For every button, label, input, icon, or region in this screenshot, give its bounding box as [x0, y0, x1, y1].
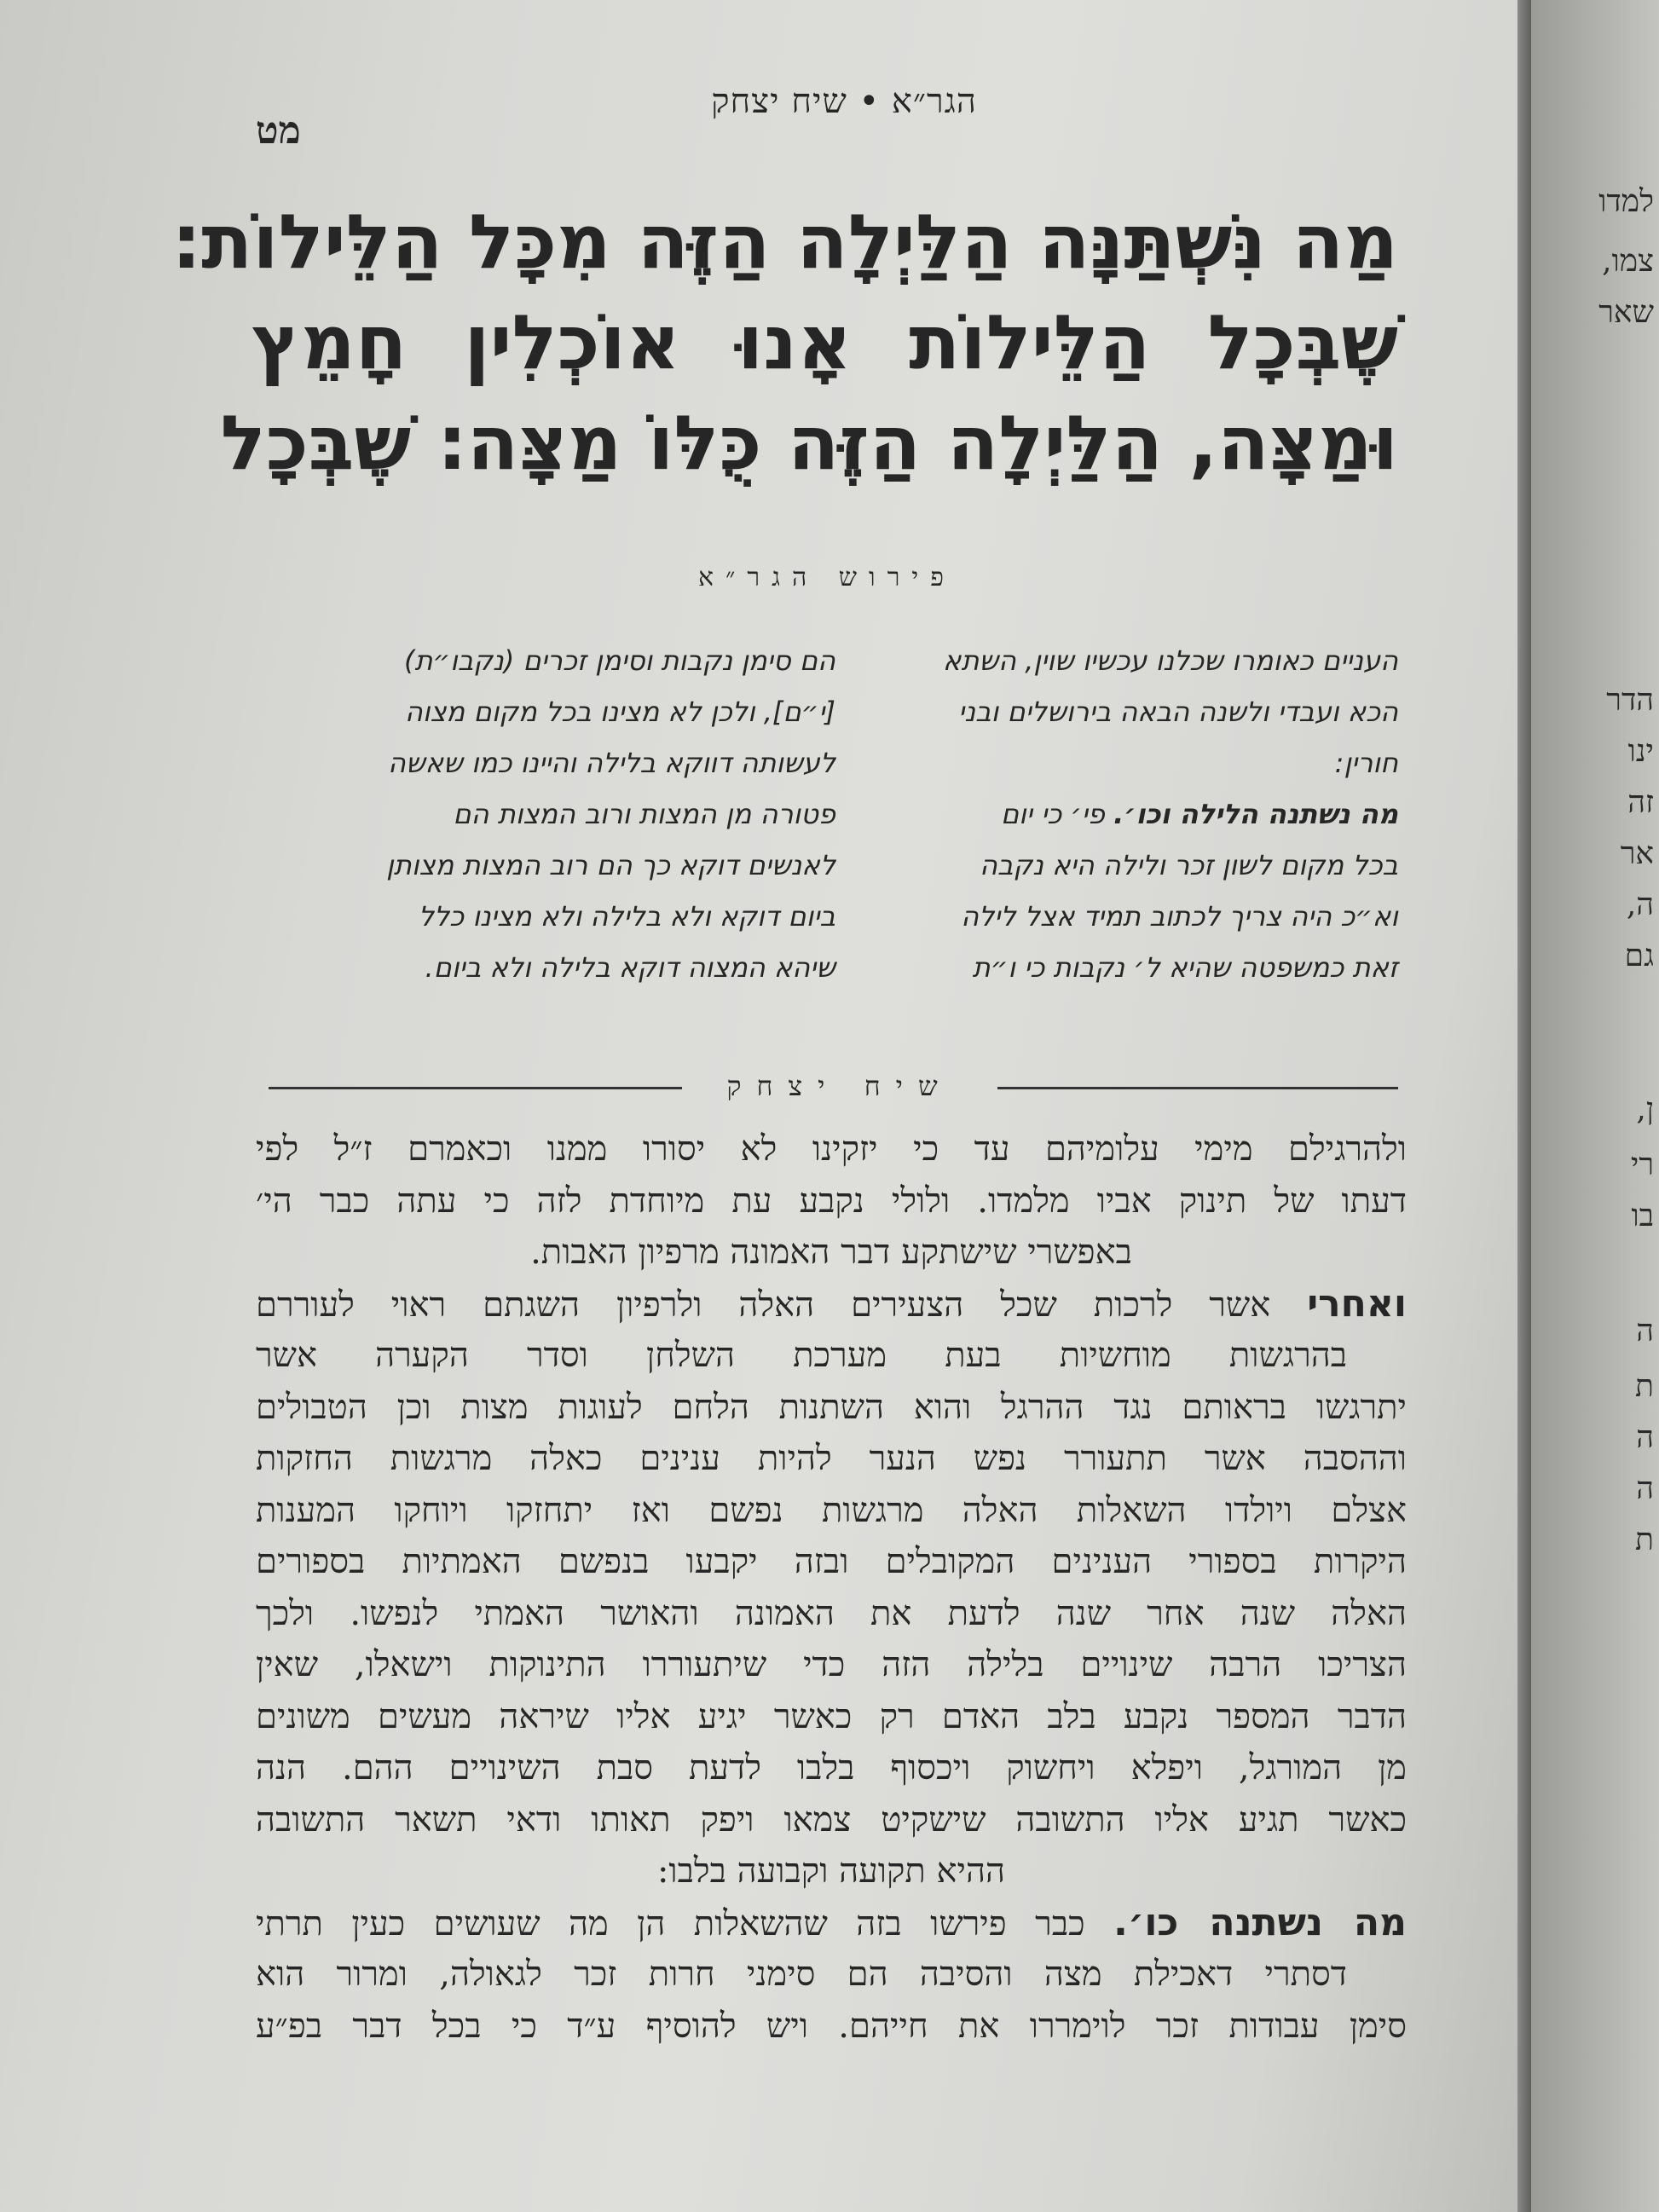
facing-text-fragment: למדו [1598, 184, 1654, 219]
section-divider [269, 1070, 1398, 1104]
commentary-line: פטורה מן המצות ורוב המצות הם [453, 798, 835, 830]
commentary-title: פירוש הגר״א [697, 563, 957, 592]
facing-text-fragment: ה, [1626, 887, 1654, 922]
running-head: הגר״א • שיח יצחק [711, 82, 977, 121]
commentary-line: וא״כ היה צריך לכתוב תמיד אצל לילה [961, 900, 1398, 933]
divider-rule [997, 1087, 1398, 1089]
haggadah-main-text [171, 192, 1398, 494]
facing-text-fragment: ת [1635, 1522, 1654, 1557]
facing-text-fragment: בו [1631, 1198, 1654, 1233]
book-gutter [1517, 0, 1531, 2212]
divider-rule [269, 1087, 682, 1089]
commentary-line: [י״ם], ולכן לא מצינו בכל מקום מצוה [404, 696, 835, 728]
commentary-line: בכל מקום לשון זכר ולילה היא נקבה [980, 849, 1398, 881]
facing-text-fragment: רי [1630, 1147, 1654, 1182]
body-line: אצלם ויולדו השאלות האלה מרגשות נפשם ואז יתחזקו ויוחקו המענות [256, 1490, 1407, 1530]
siach-yitzchak-text [256, 1123, 1407, 2052]
commentary-right-column [853, 635, 1398, 993]
body-line: הצריכו הרבה שינויים בלילה הזה כדי שיתעוררו התינוקות וישאלו, שאין [256, 1645, 1407, 1684]
commentary-left-column [256, 635, 835, 993]
commentary-line: לאנשים דוקא כך הם רוב המצות מצותן [386, 849, 835, 881]
facing-text-fragment: אר [1620, 836, 1654, 871]
body-line: ולהרגילם מימי עלומיהם עד כי יזקינו לא יסורו ממנו וכאמרם ז״ל לפי [256, 1129, 1407, 1169]
page-number: מט [256, 109, 301, 153]
body-line: האלה שנה אחר שנה לדעת את האמונה והאושר האמתי לנפשו. ולכך [256, 1593, 1407, 1633]
facing-text-fragment: זה [1627, 785, 1654, 820]
body-line: דעתו של תינוק אביו מלמדו. ולולי נקבע עת מיוחדת לזה כי עתה כבר הי׳ [256, 1181, 1407, 1221]
facing-text-fragment: ה [1636, 1314, 1654, 1349]
body-line: בהרגשות מוחשיות בעת מערכת השלחן וסדר הקערה אשר [256, 1336, 1347, 1375]
body-line: באפשרי שישתקע דבר האמונה מרפיון האבות. [530, 1233, 1132, 1272]
commentary-line: זאת כמשפטה שהיא ל׳ נקבות כי ו״ת [972, 951, 1398, 984]
facing-text-fragment: גם [1624, 939, 1654, 973]
commentary-line: שיהא המצוה דוקא בלילה ולא ביום. [425, 951, 835, 984]
facing-text-fragment: ה [1636, 1420, 1654, 1455]
body-line: ואחרי אשר לרכות שכל הצעירים האלה ולרפיון השגתם ראוי לעוררם [256, 1281, 1407, 1325]
facing-text-fragment: ה [1636, 1471, 1654, 1506]
body-line: יתרגשו בראותם נגד ההרגל והוא השתנות הלחם לעוגות מצות וכן הטבולים [256, 1387, 1407, 1427]
commentary-line: הכא ועבדי ולשנה הבאה בירושלים ובני [958, 696, 1398, 728]
body-line: הדבר המספר נקבע בלב האדם רק כאשר יגיע אליו שיראה מעשים משונים [256, 1696, 1407, 1736]
body-line: היקרות בספורי הענינים המקובלים ובזה יקבעו בנפשם האמתיות בספורים [256, 1542, 1407, 1581]
paragraph-lead: ואחרי [1307, 1281, 1407, 1325]
commentary-line: חורין: [1334, 747, 1398, 779]
paragraph-lead: מה נשתנה כו׳. [1113, 1900, 1407, 1944]
body-line: ההיא תקועה וקבועה בלבו: [656, 1851, 1006, 1891]
body-line: סימן עבודות זכר לוימררו את חייהם. ויש להוסיף ע״ד כי בכל דבר בפ״ע [256, 2006, 1407, 2046]
commentary-line: העניים כאומרו שכלנו עכשיו שוין, השתא [943, 644, 1398, 677]
facing-text-fragment: שאר [1598, 295, 1654, 330]
body-line: מן המורגל, ויפלא ויחשוק ויכסוף בלבו לדעת סבת השינויים ההם. הנה [256, 1748, 1407, 1788]
paragraph-lead: מה נשתנה הלילה וכו׳. [1113, 798, 1398, 830]
commentary-line: ביום דוקא ולא בלילה ולא מצינו כלל [418, 900, 835, 933]
body-line: כאשר תגיע אליו התשובה שישקיט צמאו ויפק תאותו ודאי תשאר התשובה [256, 1799, 1407, 1839]
haggadah-line: מַה נִּשְׁתַּנָּה הַלַּיְלָה הַזֶּה מִכָּל הַלֵּילוֹת: [171, 198, 1398, 286]
facing-text-fragment: הדר [1606, 683, 1654, 718]
commentary-line: מה נשתנה הלילה וכו׳. פי׳ כי יום [1000, 798, 1398, 830]
facing-text-fragment: ינו [1627, 734, 1654, 769]
haggadah-line: שֶׁבְּכָל הַלֵּילוֹת אָנוּ אוֹכְלִין חָמֵץ [251, 298, 1398, 386]
commentary-line: לעשותה דווקא בלילה והיינו כמו שאשה [388, 747, 835, 779]
facing-text-fragment: ת [1635, 1369, 1654, 1404]
body-line: מה נשתנה כו׳. כבר פירשו בזה שהשאלות הן מה שעושים כעין תרתי [256, 1900, 1407, 1944]
facing-text-fragment: צמו, [1602, 244, 1654, 279]
facing-page-edge [1531, 0, 1659, 2212]
commentary-line: הם סימן נקבות וסימן זכרים (נקבו״ת) [403, 644, 835, 677]
divider-label: שיח יצחק [726, 1070, 953, 1102]
body-line: דסתרי דאכילת מצה והסיבה הם סימני חרות זכר לגאולה, ומרור הוא [256, 1955, 1347, 1994]
haggadah-line: וּמַצָּה, הַלַּיְלָה הַזֶּה כֻּלּוֹ מַצָּה: שֶׁבְּכָל [220, 399, 1398, 487]
facing-text-fragment: ן, [1636, 1092, 1654, 1127]
body-line: וההסבה אשר תתעורר נפש הנער להיות ענינים כאלה מרגשות החזקות [256, 1439, 1407, 1478]
